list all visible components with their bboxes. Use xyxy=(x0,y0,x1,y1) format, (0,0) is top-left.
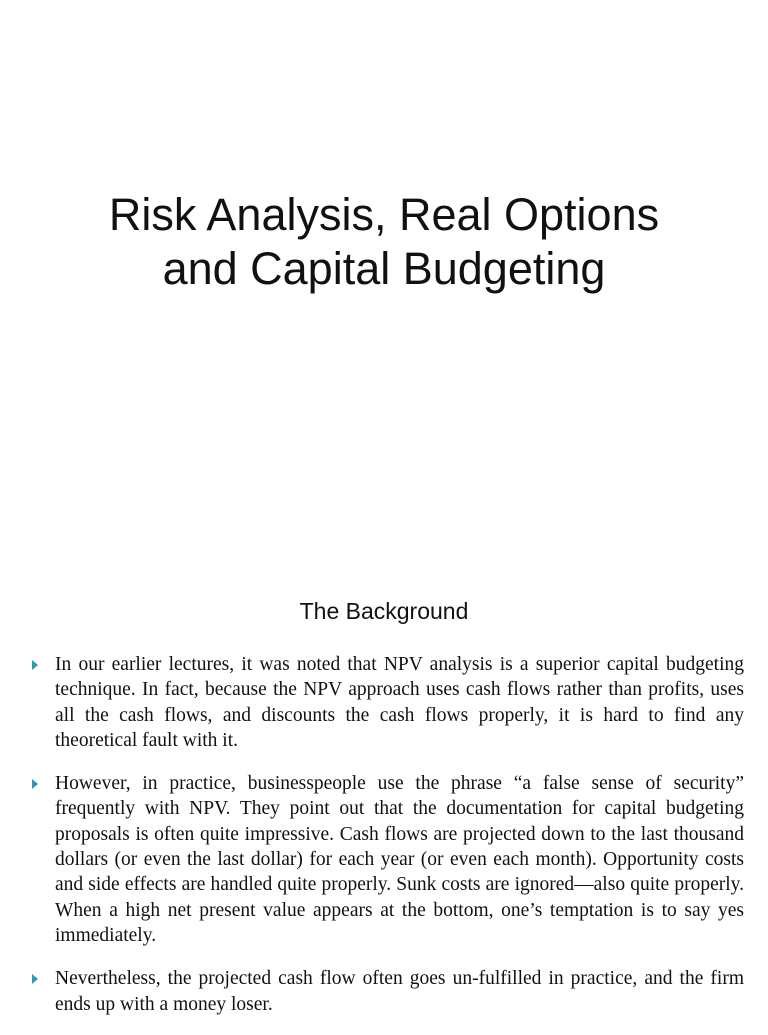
bullet-text: However, in practice, businesspeople use the phrase “a false sense of security” frequently with NPV. They point out that the documentation for capital budgeting proposals is often quite impressive. Cash flows are projected down to the last thousand dollars (or even the last dollar) for each year (or even each month). Opportunity costs and side effects are handled quite properly. Sunk costs are ignored—also quite properly. When a high net present value appears at the bottom, one’s temptation is to say yes immediately. xyxy=(55,773,744,946)
bullet-item xyxy=(30,771,744,948)
section-heading: The Background xyxy=(299,598,469,624)
triangle-bullet-icon xyxy=(32,660,38,670)
bullet-item xyxy=(30,966,744,1017)
bullet-text: In our earlier lectures, it was noted that NPV analysis is a superior capital budgeting technique. In fact, because the NPV approach uses cash flows rather than profits, uses all the cash flows, and discounts the cash flows properly, it is hard to find any theoretical fault with it. xyxy=(55,654,744,751)
slide-title-line-2: and Capital Budgeting xyxy=(162,243,606,294)
bullet-item xyxy=(30,652,744,753)
bullet-text: Nevertheless, the projected cash flow often goes un-fulfilled in practice, and the firm ends up with a money loser. xyxy=(55,968,744,1015)
slide-title-line-1: Risk Analysis, Real Options xyxy=(108,189,660,240)
slide-title xyxy=(0,188,768,296)
triangle-bullet-icon xyxy=(32,779,38,789)
triangle-bullet-icon xyxy=(32,974,38,984)
bullet-list xyxy=(30,652,744,1035)
